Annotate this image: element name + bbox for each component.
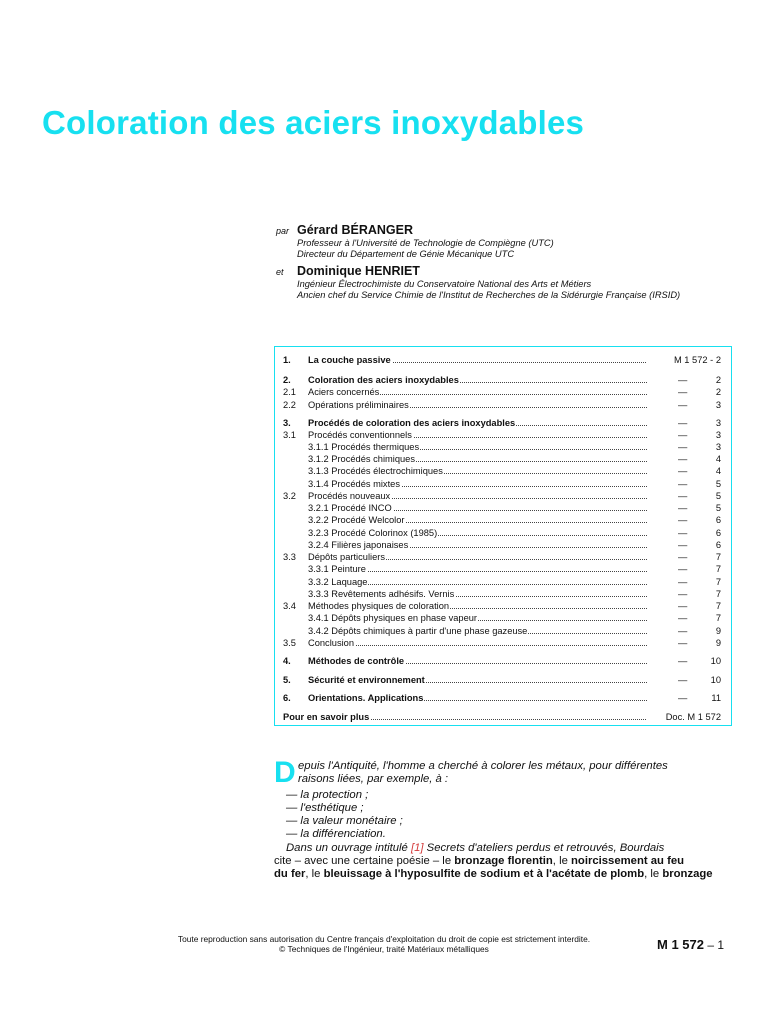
- toc-label-text: Dépôts particuliers: [308, 552, 385, 562]
- toc-page-number: 4: [715, 466, 721, 476]
- toc-label-text: 3.1.4 Procédés mixtes: [308, 479, 400, 489]
- toc-number: 4.: [283, 656, 291, 666]
- toc-dash: —: [678, 418, 688, 428]
- toc-entry[interactable]: [275, 453, 731, 465]
- body-text-run: , le: [552, 855, 572, 867]
- toc-label: [308, 551, 647, 563]
- toc-dash: —: [678, 454, 688, 464]
- toc-label: [308, 612, 647, 624]
- toc-dash: —: [678, 626, 688, 636]
- toc-entry[interactable]: [275, 386, 731, 398]
- toc-label: [308, 417, 647, 429]
- toc-page-number: 7: [715, 552, 721, 562]
- toc-dash: —: [678, 564, 688, 574]
- toc-dash: —: [678, 675, 688, 685]
- toc-page-number: 3: [715, 418, 721, 428]
- toc-dash: —: [678, 375, 688, 385]
- toc-label-text: 3.2.4 Filières japonaises: [308, 540, 409, 550]
- affiliation-line: Ingénieur Électrochimiste du Conservatoire National des Arts et Métiers: [297, 279, 592, 289]
- toc-label-text: Méthodes physiques de coloration: [308, 601, 450, 611]
- toc-dash: —: [678, 589, 688, 599]
- toc-page-number: 5: [715, 503, 721, 513]
- toc-label-text: Procédés nouveaux: [308, 491, 391, 501]
- list-item: — la protection ;: [286, 789, 369, 801]
- toc-dash: —: [678, 479, 688, 489]
- bold-term: noircissement au feu: [571, 855, 685, 867]
- toc-entry[interactable]: [275, 417, 731, 429]
- toc-label: [308, 563, 647, 575]
- toc-label: [308, 490, 647, 502]
- toc-page-number: 6: [715, 528, 721, 538]
- affiliation-line: Professeur à l'Université de Technologie de Compiègne (UTC): [297, 238, 554, 248]
- list-item: — la valeur monétaire ;: [286, 815, 403, 827]
- body-text-run: , le: [305, 868, 324, 880]
- author-name: Dominique HENRIET: [297, 264, 420, 278]
- body-line: [274, 855, 684, 868]
- toc-label: [308, 374, 647, 386]
- toc-entry[interactable]: [275, 354, 731, 366]
- toc-label: [308, 453, 647, 465]
- toc-dash: —: [678, 552, 688, 562]
- toc-dash: —: [678, 503, 688, 513]
- toc-label-text: 3.2.1 Procédé INCO: [308, 503, 392, 513]
- body-text-run: , le: [644, 868, 663, 880]
- toc-page-number: 3: [715, 400, 721, 410]
- toc-page-number: 7: [715, 577, 721, 587]
- toc-number: 6.: [283, 693, 291, 703]
- toc-page-number: 3: [715, 442, 721, 452]
- body-line: epuis l'Antiquité, l'homme a cherché à colorer les métaux, pour différentes: [298, 760, 668, 772]
- body-text-run: Secrets d'ateliers perdus et retrouvés, Bourdais: [423, 842, 665, 854]
- toc-label-text: Sécurité et environnement: [308, 675, 425, 685]
- toc-entry[interactable]: [275, 429, 731, 441]
- toc-entry[interactable]: [275, 374, 731, 386]
- body-text-run: cite – avec une certaine poésie – le: [274, 855, 455, 867]
- page-number: – 1: [703, 938, 724, 952]
- toc-dash: —: [678, 577, 688, 587]
- author-name: Gérard BÉRANGER: [297, 223, 413, 237]
- toc-entry[interactable]: [275, 441, 731, 453]
- toc-entry[interactable]: [275, 655, 731, 667]
- document-title: Coloration des aciers inoxydables: [42, 104, 585, 141]
- toc-label: [308, 588, 647, 600]
- toc-label-text: Conclusion: [308, 638, 354, 648]
- toc-label-text: Pour en savoir plus: [283, 712, 370, 722]
- toc-entry[interactable]: [275, 539, 731, 551]
- toc-dash: —: [678, 601, 688, 611]
- toc-dash: —: [678, 638, 688, 648]
- toc-page-number: 7: [715, 613, 721, 623]
- toc-label: [308, 625, 647, 637]
- toc-label-text: Procédés conventionnels: [308, 430, 412, 440]
- toc-number: 2.1: [283, 387, 296, 397]
- toc-label-text: Aciers concernés: [308, 387, 380, 397]
- toc-page-number: 11: [711, 693, 721, 703]
- toc-label: [308, 354, 646, 366]
- toc-page-number: 7: [715, 589, 721, 599]
- toc-label-text: Procédés de coloration des aciers inoxydables: [308, 418, 516, 428]
- toc-page-number: 9: [715, 626, 721, 636]
- toc-label-text: La couche passive: [308, 355, 391, 365]
- bold-term: bronzage: [662, 868, 713, 880]
- toc-entry[interactable]: [275, 514, 731, 526]
- toc-label-text: 3.1.2 Procédés chimiques: [308, 454, 415, 464]
- affiliation-line: Directeur du Département de Génie Mécanique UTC: [297, 249, 515, 260]
- toc-page-number: 10: [710, 675, 721, 685]
- toc-dash: —: [678, 540, 688, 550]
- toc-page-number: 6: [715, 540, 721, 550]
- toc-label-text: 3.2.2 Procédé Welcolor: [308, 515, 405, 525]
- toc-entry[interactable]: [275, 478, 731, 490]
- toc-label-text: 3.1.1 Procédés thermiques: [308, 442, 420, 452]
- toc-label: [308, 429, 647, 441]
- toc-number: 2.: [283, 375, 291, 385]
- toc-entry[interactable]: [275, 600, 731, 612]
- toc-label-text: 3.3.2 Laquage: [308, 577, 368, 587]
- toc-entry[interactable]: [275, 576, 731, 588]
- toc-dash: —: [678, 400, 688, 410]
- toc-label: [308, 441, 647, 453]
- toc-dash: —: [678, 613, 688, 623]
- toc-label-text: 3.4.2 Dépôts chimiques à partir d'une phase gazeuse: [308, 626, 528, 636]
- toc-page-number: 3: [715, 430, 721, 440]
- toc-label: [308, 692, 647, 704]
- author-affiliation: [297, 279, 732, 302]
- bold-term: bronzage florentin: [454, 855, 553, 867]
- toc-number: 1.: [283, 355, 291, 365]
- bold-term: bleuissage à l'hyposulfite de sodium et à l'acétate de plomb: [323, 868, 645, 880]
- toc-entry[interactable]: [275, 692, 731, 704]
- list-item: — l'esthétique ;: [286, 802, 364, 814]
- toc-page-number: 2: [715, 375, 721, 385]
- toc-label: [308, 539, 647, 551]
- toc-page-number: 9: [715, 638, 721, 648]
- toc-label-text: 3.2.3 Procédé Colorinox (1985): [308, 528, 438, 538]
- toc-dash: —: [678, 387, 688, 397]
- toc-page-number: 2: [715, 387, 721, 397]
- toc-entry[interactable]: [275, 502, 731, 514]
- toc-number: 3.2: [283, 491, 296, 501]
- toc-entry[interactable]: [275, 612, 731, 624]
- toc-number: 3.: [283, 418, 291, 428]
- toc-label: [308, 478, 647, 490]
- toc-label-text: Opérations préliminaires: [308, 400, 409, 410]
- toc-label-text: Méthodes de contrôle: [308, 656, 405, 666]
- toc-entry[interactable]: [275, 637, 731, 649]
- toc-label: [308, 600, 647, 612]
- toc-label: [308, 576, 647, 588]
- toc-dash: —: [678, 430, 688, 440]
- body-line: [286, 842, 664, 855]
- toc-label-text: Coloration des aciers inoxydables: [308, 375, 459, 385]
- toc-dash: —: [678, 442, 688, 452]
- author-prefix: et: [276, 267, 284, 277]
- toc-label: [308, 386, 647, 398]
- toc-page-number: 7: [715, 564, 721, 574]
- toc-label: [308, 637, 647, 649]
- document-code: M 1 572: [657, 937, 704, 952]
- toc-label-text: 3.3.3 Revêtements adhésifs. Vernis: [308, 589, 455, 599]
- toc-entry[interactable]: [275, 563, 731, 575]
- author-affiliation: [297, 238, 732, 261]
- toc-entry[interactable]: [275, 625, 731, 637]
- toc-page-number: 4: [715, 454, 721, 464]
- body-text-run: Dans un ouvrage intitulé: [286, 842, 411, 854]
- toc-entry[interactable]: [275, 465, 731, 477]
- toc-number: 2.2: [283, 400, 296, 410]
- toc-label-text: 3.3.1 Peinture: [308, 564, 366, 574]
- toc-page-number: 10: [710, 656, 721, 666]
- toc-number: 5.: [283, 675, 291, 685]
- toc-label: [308, 655, 647, 667]
- toc-label-text: 3.1.3 Procédés électrochimiques: [308, 466, 443, 476]
- toc-number: 3.4: [283, 601, 296, 611]
- toc-dash: —: [678, 491, 688, 501]
- page-reference: [657, 937, 724, 952]
- toc-dash: —: [678, 515, 688, 525]
- toc-entry[interactable]: [275, 588, 731, 600]
- toc-entry[interactable]: [275, 527, 731, 539]
- bold-term: du fer: [274, 868, 306, 880]
- affiliation-line: Ancien chef du Service Chimie de l'Institut de Recherches de la Sidérurgie Française (IRSID): [297, 290, 681, 301]
- toc-number: 3.5: [283, 638, 296, 648]
- toc-page-number: 5: [715, 479, 721, 489]
- toc-label: [308, 465, 647, 477]
- copyright-line: Toute reproduction sans autorisation du Centre français d'exploitation du droit de copie est strictement interdite.: [177, 934, 591, 944]
- body-line: [274, 868, 713, 881]
- toc-label: [308, 399, 647, 411]
- toc-label: [283, 711, 646, 723]
- copyright-line: © Techniques de l'Ingénieur, traité Matériaux métalliques: [279, 944, 489, 954]
- citation-link[interactable]: [1]: [410, 842, 424, 854]
- toc-page-number: 7: [715, 601, 721, 611]
- toc-label-text: Orientations. Applications: [308, 693, 424, 703]
- toc-label: [308, 527, 647, 539]
- toc-page-number: 5: [715, 491, 721, 501]
- toc-page-number: 6: [715, 515, 721, 525]
- toc-label: [308, 674, 647, 686]
- toc-number: 3.1: [283, 430, 296, 440]
- toc-entry[interactable]: [275, 490, 731, 502]
- toc-label-text: 3.4.1 Dépôts physiques en phase vapeur: [308, 613, 478, 623]
- toc-entry[interactable]: [275, 711, 731, 723]
- toc-dash: —: [678, 693, 688, 703]
- toc-entry[interactable]: [275, 674, 731, 686]
- toc-label: [308, 514, 647, 526]
- author-prefix: par: [276, 226, 290, 236]
- list-item: — la différenciation.: [286, 828, 386, 840]
- drop-cap: D: [274, 756, 296, 789]
- toc-entry[interactable]: [275, 399, 731, 411]
- toc-entry[interactable]: [275, 551, 731, 563]
- toc-dash: —: [678, 466, 688, 476]
- toc-label: [308, 502, 647, 514]
- table-of-contents: [274, 346, 732, 726]
- toc-dash: —: [678, 528, 688, 538]
- toc-reference: Doc. M 1 572: [665, 712, 721, 722]
- toc-reference: M 1 572 - 2: [673, 355, 721, 365]
- toc-dash: —: [678, 656, 688, 666]
- copyright-notice: [140, 934, 628, 954]
- body-line: raisons liées, par exemple, à :: [298, 773, 449, 785]
- toc-number: 3.3: [283, 552, 296, 562]
